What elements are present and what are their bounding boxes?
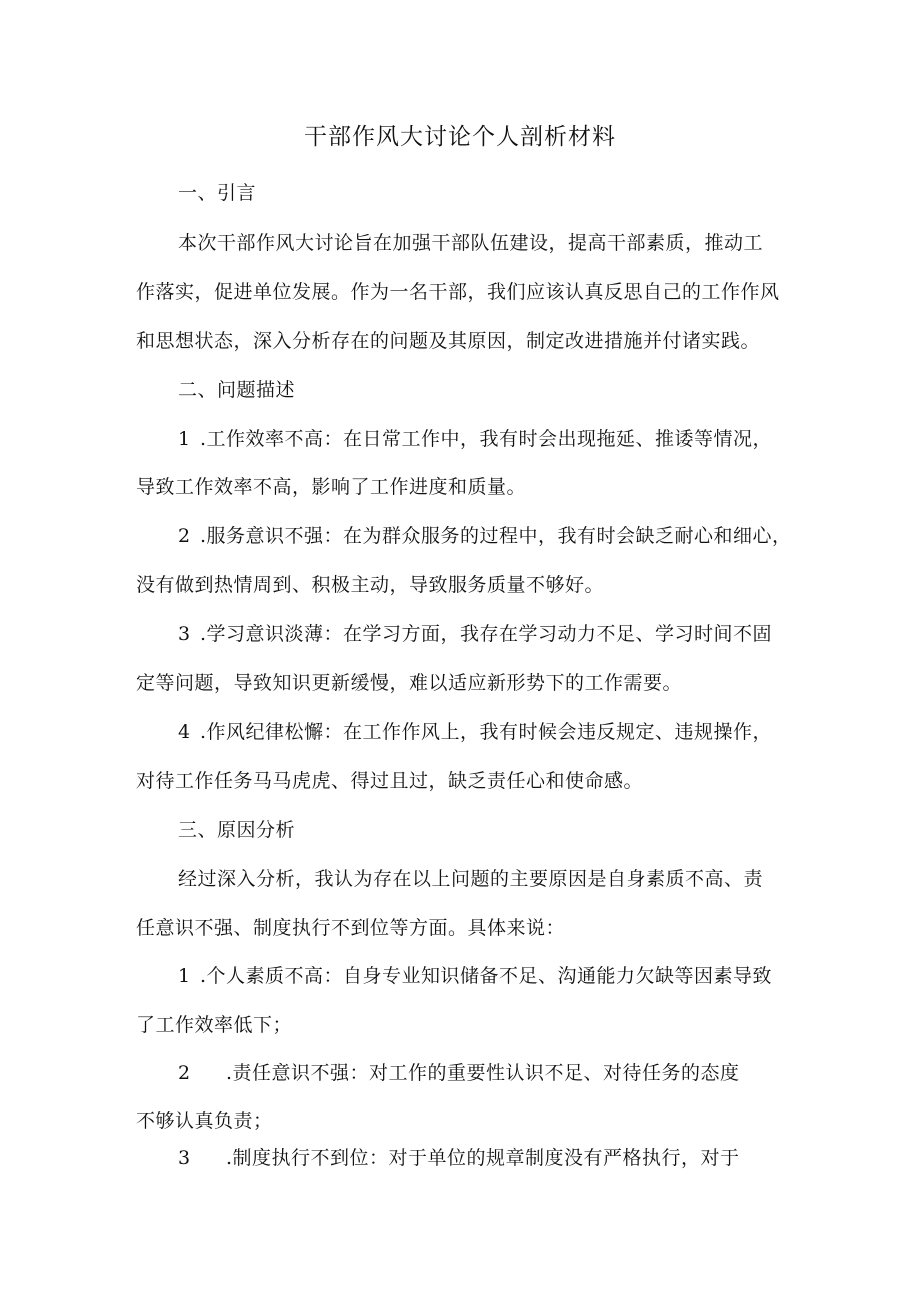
document-title: 干部作风大讨论个人剖析材料	[304, 124, 616, 150]
problem-item-2	[178, 523, 792, 549]
item-number: 3	[178, 623, 191, 645]
paragraph-line: 导致工作效率不高，影响了工作进度和质量。	[136, 476, 527, 498]
paragraph-line: 对待工作任务马马虎虎、得过且过，缺乏责任心和使命感。	[136, 770, 644, 792]
paragraph-line: 作落实，促进单位发展。作为一名干部，我们应该认真反思自己的工作作风	[136, 281, 780, 303]
problem-item-1	[178, 426, 772, 452]
item-number: 4	[178, 721, 191, 743]
problem-item-4	[178, 719, 772, 745]
item-number: 2	[178, 1062, 191, 1084]
paragraph-line: 了工作效率低下；	[136, 1014, 293, 1036]
paragraph-line: 本次干部作风大讨论旨在加强干部队伍建设，提高干部素质，推动工	[178, 232, 764, 254]
item-number: 3	[178, 1147, 191, 1169]
cause-item-1	[178, 963, 772, 989]
cause-item-2	[178, 1060, 740, 1086]
section-heading-causes: 三、原因分析	[178, 819, 296, 841]
item-text: .个人素质不高：自身专业知识储备不足、沟通能力欠缺等因素导致	[200, 965, 773, 987]
paragraph-line: 经过深入分析，我认为存在以上问题的主要原因是自身素质不高、责	[178, 868, 764, 890]
item-text: .学习意识淡薄：在学习方面，我存在学习动力不足、学习时间不固	[200, 623, 773, 645]
paragraph-line: 不够认真负责；	[136, 1110, 273, 1132]
problem-item-3	[178, 621, 772, 647]
item-text: .责任意识不强：对工作的重要性认识不足、对待任务的态度	[226, 1062, 740, 1084]
item-number: 1	[178, 965, 191, 987]
item-number: 2	[178, 525, 191, 547]
section-heading-problems: 二、问题描述	[178, 379, 296, 401]
item-text: .制度执行不到位：对于单位的规章制度没有严格执行，对于	[226, 1147, 740, 1169]
cause-item-3	[178, 1145, 740, 1171]
paragraph-line: 定等问题，导致知识更新缓慢，难以适应新形势下的工作需要。	[136, 672, 683, 694]
item-text: .作风纪律松懈：在工作作风上，我有时候会违反规定、违规操作，	[200, 721, 773, 743]
item-text: .工作效率不高：在日常工作中，我有时会出现拖延、推诿等情况，	[200, 428, 773, 450]
section-heading-intro: 一、引言	[178, 182, 257, 204]
paragraph-line: 和思想状态，深入分析存在的问题及其原因，制定改进措施并付诸实践。	[136, 330, 761, 352]
item-text: .服务意识不强：在为群众服务的过程中，我有时会缺乏耐心和细心，	[200, 525, 792, 547]
item-number: 1	[178, 428, 191, 450]
paragraph-line: 没有做到热情周到、积极主动，导致服务质量不够好。	[136, 574, 605, 596]
paragraph-line: 任意识不强、制度执行不到位等方面。具体来说：	[136, 917, 566, 939]
